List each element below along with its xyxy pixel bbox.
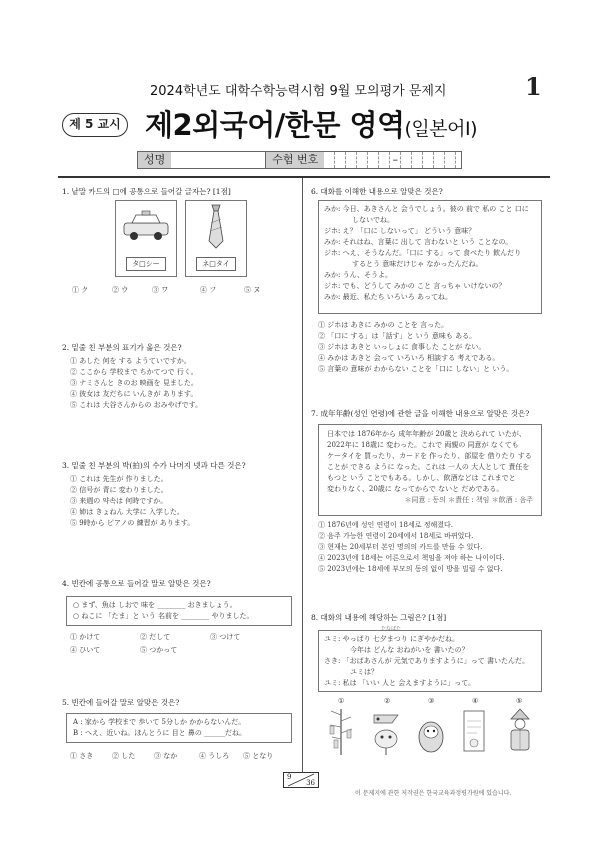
q1-option-4[interactable]: ④ フ: [200, 286, 217, 294]
q6-line: するとう 意味だけじゃ なかったんだね。: [352, 260, 483, 268]
q6-dialog-box: [318, 200, 542, 314]
q5-line-2: B : へえ、近いね。ほんとうに 目と 鼻の ______だね。: [73, 729, 247, 737]
q4-option-2[interactable]: ② だして: [140, 633, 171, 641]
q8-stem: 8. 대화의 내용에 해당하는 그림은? [1점]: [311, 613, 447, 622]
exam-header: 2024학년도 대학수학능력시험 9월 모의평가 문제지: [150, 84, 447, 99]
q7-passage-line: もつと いう ことでもある。しかし、飲酒などは これまでと: [327, 474, 516, 482]
q6-line: しないでね。: [352, 216, 394, 224]
q7-option-3[interactable]: ③ 현재는 20세부터 본인 명의의 카드를 만들 수 있다.: [318, 543, 483, 551]
q8-line: 今年は どんな おねがいを 書いたの？: [350, 646, 469, 654]
q3-option-1[interactable]: ① これは 先生が 作りました。: [70, 475, 168, 483]
name-field[interactable]: [171, 152, 266, 168]
footer-page-total: 36: [306, 779, 315, 787]
q1-card2-label: ネ□タイ: [196, 257, 236, 271]
daruma-icon[interactable]: [416, 707, 446, 757]
q7-note: ＊同意 : 동의 ＊責任 : 책임 ＊飲酒 : 음주: [404, 496, 533, 504]
q5-option-1[interactable]: ① さき: [70, 752, 94, 760]
q7-option-5[interactable]: ⑤ 2023년에는 18세에 부모의 동의 없이 방을 빌릴 수 없다.: [318, 565, 503, 573]
q6-option-3[interactable]: ③ ジホは あきと いっしょに 食事した ことが ない。: [318, 343, 486, 351]
q2-option-2[interactable]: ② ここから 学校まで ちかてつで 行く。: [70, 368, 198, 376]
column-divider: [302, 178, 303, 772]
q2-option-1[interactable]: ① あした 何を する ようていですか。: [70, 357, 191, 365]
taxi-icon: [116, 201, 176, 251]
footer-page-number: [283, 772, 319, 788]
q8-ruby: たなばた: [381, 626, 402, 632]
q8-option-2[interactable]: ②: [384, 697, 391, 705]
q5-line-1: A : 家から 学校まで 歩いて 5分しか かからないんだ。: [73, 718, 246, 726]
info-bar: [137, 151, 462, 169]
q5-option-2[interactable]: ② した: [112, 752, 136, 760]
id-field[interactable]: –: [324, 152, 456, 168]
q1-option-2[interactable]: ② ウ: [112, 286, 129, 294]
q7-passage-line: 変わりなく、20歳に なってからで ないと だめである。: [327, 485, 504, 493]
name-label: 성명: [138, 152, 171, 168]
q1-option-5[interactable]: ⑤ ヌ: [244, 286, 261, 294]
q8-line: さき: 「おばあさんが 元気でありますように」って 書いたんだ。: [324, 657, 530, 665]
q8-line: ユミは？: [350, 668, 378, 676]
q7-option-4[interactable]: ④ 2023년에 18세는 어른으로서 책임을 져야 하는 나이이다.: [318, 554, 505, 562]
q2-option-5[interactable]: ⑤ これは 大谷さんからの おみやげです。: [70, 401, 203, 409]
q4-option-4[interactable]: ④ ひいて: [70, 646, 101, 654]
title-sub: (일본어Ⅰ): [404, 118, 477, 140]
q2-options: [70, 356, 202, 411]
q7-option-2[interactable]: ② 음주 가능한 연령이 20세에서 18세로 바뀌었다.: [318, 532, 474, 540]
q5-option-4[interactable]: ④ うしろ: [199, 752, 230, 760]
q6-line: ジホ: でも、どうして みかの こと 言っちゃ いけないの？: [324, 282, 506, 290]
q6-options: [318, 320, 513, 375]
q6-line: ジホ: え？「口に しないって」 どういう 意味？: [324, 227, 476, 235]
q8-option-1[interactable]: ①: [338, 697, 345, 705]
q3-option-2[interactable]: ② 信号が 青に 変わりました。: [70, 486, 168, 494]
q7-stem: 7. 成年年齢(성인 연령)에 관한 글을 이해한 내용으로 알맞은 것은?: [311, 409, 530, 418]
q8-option-4[interactable]: ④: [472, 697, 479, 705]
q6-option-2[interactable]: ② 「口に する」は「話す」と いう 意味も ある。: [318, 332, 477, 340]
q1-card-tie: [185, 200, 247, 277]
q3-options: [70, 474, 194, 529]
q4-line-1: ○ まず、魚は しおで 味を ________ おきましょう。: [73, 601, 237, 609]
bamboo-tanabata-icon[interactable]: [326, 707, 356, 757]
q5-stem: 5. 빈칸에 들어갈 말로 알맞은 것은?: [62, 698, 180, 707]
q7-passage-line: ケータイを 買ったり、カードを 作ったり、部屋を 借りたり する: [327, 452, 532, 460]
copyright-notice: 이 문제지에 관한 저작권은 한국교육과정평가원에 있습니다.: [355, 790, 512, 797]
q5-option-3[interactable]: ③ なか: [154, 752, 178, 760]
q7-passage-line: ことが できる ように なった。これは 一人の 大人として 責任を: [327, 463, 530, 471]
q2-option-4[interactable]: ④ 彼女は 友だちに いんきが あります。: [70, 390, 198, 398]
q4-line-2: ○ ねこに 「たま」と いう 名前を ________ やりました。: [73, 612, 254, 620]
q4-option-1[interactable]: ① かけて: [70, 633, 101, 641]
q1-stem: 1. 낱말 카드의 □에 공통으로 들어갈 글자는? [1점]: [62, 187, 231, 196]
q5-box: [66, 713, 292, 743]
ema-card-icon[interactable]: [459, 707, 489, 757]
q6-line: みか: うん、そうよ。: [324, 271, 393, 279]
q1-card1-label: タ□シー: [126, 257, 166, 271]
q3-option-3[interactable]: ③ 来週の 약속は 何時ですか。: [70, 497, 168, 505]
q3-option-5[interactable]: ⑤ 9時から ピアノの 練習が あります。: [70, 519, 195, 527]
q6-line: みか: それはね、言葉に 出して 言わないと いう ことなの。: [324, 238, 513, 246]
q8-option-5[interactable]: ⑤: [516, 697, 523, 705]
q4-box: [66, 596, 292, 626]
title-main: 제2외국어/한문 영역: [145, 108, 405, 142]
q7-passage-line: 2022年に 18歳に 変わった。これで 両親の 同意が なくても: [327, 441, 519, 449]
q1-option-1[interactable]: ① ク: [72, 286, 89, 294]
footer-page-current: 9: [287, 773, 292, 781]
q8-line: ユミ: 私は 「いい 人と 会えますように」って。: [324, 679, 476, 687]
q5-option-5[interactable]: ⑤ となり: [243, 752, 274, 760]
q6-stem: 6. 대화를 이해한 내용으로 알맞은 것은?: [311, 187, 443, 196]
samurai-doll-icon[interactable]: [505, 707, 535, 757]
q6-option-1[interactable]: ① ジホは あきに みかの ことを 言った。: [318, 321, 449, 329]
q8-dialog-box: [318, 630, 542, 692]
page-number: 1: [525, 72, 542, 101]
q6-option-4[interactable]: ④ みかは あきと 会って いろいろ 相談する 考えである。: [318, 354, 500, 362]
q3-option-4[interactable]: ④ 姉は きょねん 大学に 入学した。: [70, 508, 184, 516]
q4-option-5[interactable]: ⑤ つかって: [140, 646, 178, 654]
q7-passage-line: 日本では 1876年から 成年年齢が 20歳と 決められて いたが、: [327, 430, 526, 438]
q3-stem: 3. 밑줄 친 부분의 박(拍)의 수가 나머지 넷과 다른 것은?: [62, 461, 246, 470]
period-badge: 제 5 교시: [62, 113, 128, 137]
q2-option-3[interactable]: ③ ナミさんと きのお 映画を 見ました。: [70, 379, 198, 387]
q6-line: ジホ: へえ、そうなんだ。「口に する」って 食べたり 飲んだり: [324, 249, 522, 257]
q6-line: みか: 今日、あきさんと 会うでしょう。彼の 前で 私の こと 口に: [324, 205, 529, 213]
q1-card-taxi: [115, 200, 177, 277]
q7-options: [318, 520, 505, 575]
q6-option-5[interactable]: ⑤ 言葉の 意味が わからない ことを「口に しない」と いう。: [318, 365, 514, 373]
q2-stem: 2. 밑줄 친 부분의 표기가 옳은 것은?: [62, 343, 182, 352]
id-label: 수험 번호: [266, 152, 324, 168]
koinobori-icon[interactable]: [370, 707, 402, 757]
q6-line: みか: 最近、私たち いろいろ あってね。: [324, 293, 452, 301]
q4-option-3[interactable]: ③ つけて: [210, 633, 241, 641]
necktie-icon: [186, 201, 246, 251]
q7-passage-box: [318, 424, 542, 516]
page-title: [145, 103, 477, 144]
q8-line: ユミ: やっぱり 七夕まつり にぎやかだね。: [324, 635, 460, 643]
q7-option-1[interactable]: ① 1876년에 성인 연령이 18세로 정해졌다.: [318, 521, 453, 529]
q4-stem: 4. 빈칸에 공통으로 들어갈 말로 알맞은 것은?: [62, 579, 211, 588]
q8-option-3[interactable]: ③: [428, 697, 435, 705]
header-divider: [58, 176, 550, 178]
q1-option-3[interactable]: ③ ワ: [152, 286, 169, 294]
